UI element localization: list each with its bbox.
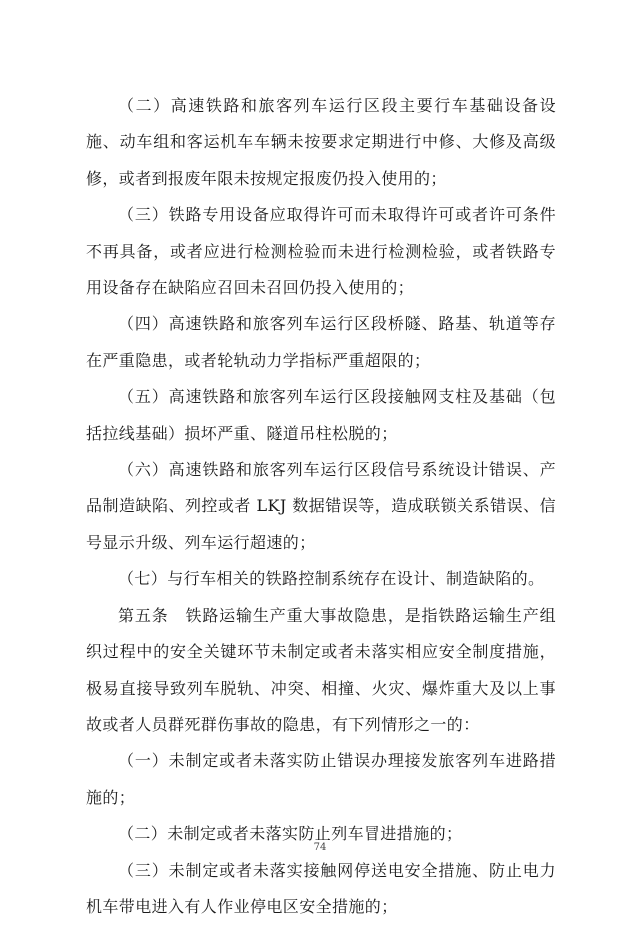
paragraph-item-4: （四）高速铁路和旅客列车运行区段桥隧、路基、轨道等存在严重隐患，或者轮轨动力学指标严重超限的； xyxy=(86,314,556,370)
document-body xyxy=(86,88,556,925)
paragraph-item-6: （六）高速铁路和旅客列车运行区段信号系统设计错误、产品制造缺陷、列控或者 LKJ 数据错误等，造成联锁关系错误、信号显示升级、列车运行超速的； xyxy=(86,460,556,552)
article-5-paragraph: 第五条 铁路运输生产重大事故隐患，是指铁路运输生产组织过程中的安全关键环节未制定或者未落实相应安全制度措施，极易直接导致列车脱轨、冲突、相撞、火灾、爆炸重大及以上事故或者人员群死群伤事故的隐患，有下列情形之一的： xyxy=(86,605,556,734)
paragraph-item-3: （三）铁路专用设备应取得许可而未取得许可或者许可条件不再具备，或者应进行检测检验而未进行检测检验，或者铁路专用设备存在缺陷应召回未召回仍投入使用的； xyxy=(86,205,556,298)
article-5-item-3: （三）未制定或者未落实接触网停送电安全措施、防止电力机车带电进入有人作业停电区安全措施的； xyxy=(86,860,556,916)
article-5-item-1: （一）未制定或者未落实防止错误办理接发旅客列车进路措施的； xyxy=(86,751,556,807)
paragraph-item-5: （五）高速铁路和旅客列车运行区段接触网支柱及基础（包括拉线基础）损坏严重、隧道吊柱松脱的； xyxy=(86,387,556,443)
page-number: 74 xyxy=(313,842,327,853)
paragraph-item-7: （七）与行车相关的铁路控制系统存在设计、制造缺陷的。 xyxy=(118,569,545,589)
article-5-item-2: （二）未制定或者未落实防止列车冒进措施的； xyxy=(118,824,463,844)
paragraph-item-2: （二）高速铁路和旅客列车运行区段主要行车基础设备设施、动车组和客运机车车辆未按要求定期进行中修、大修及高级修，或者到报废年限未按规定报废仍投入使用的； xyxy=(86,96,556,188)
